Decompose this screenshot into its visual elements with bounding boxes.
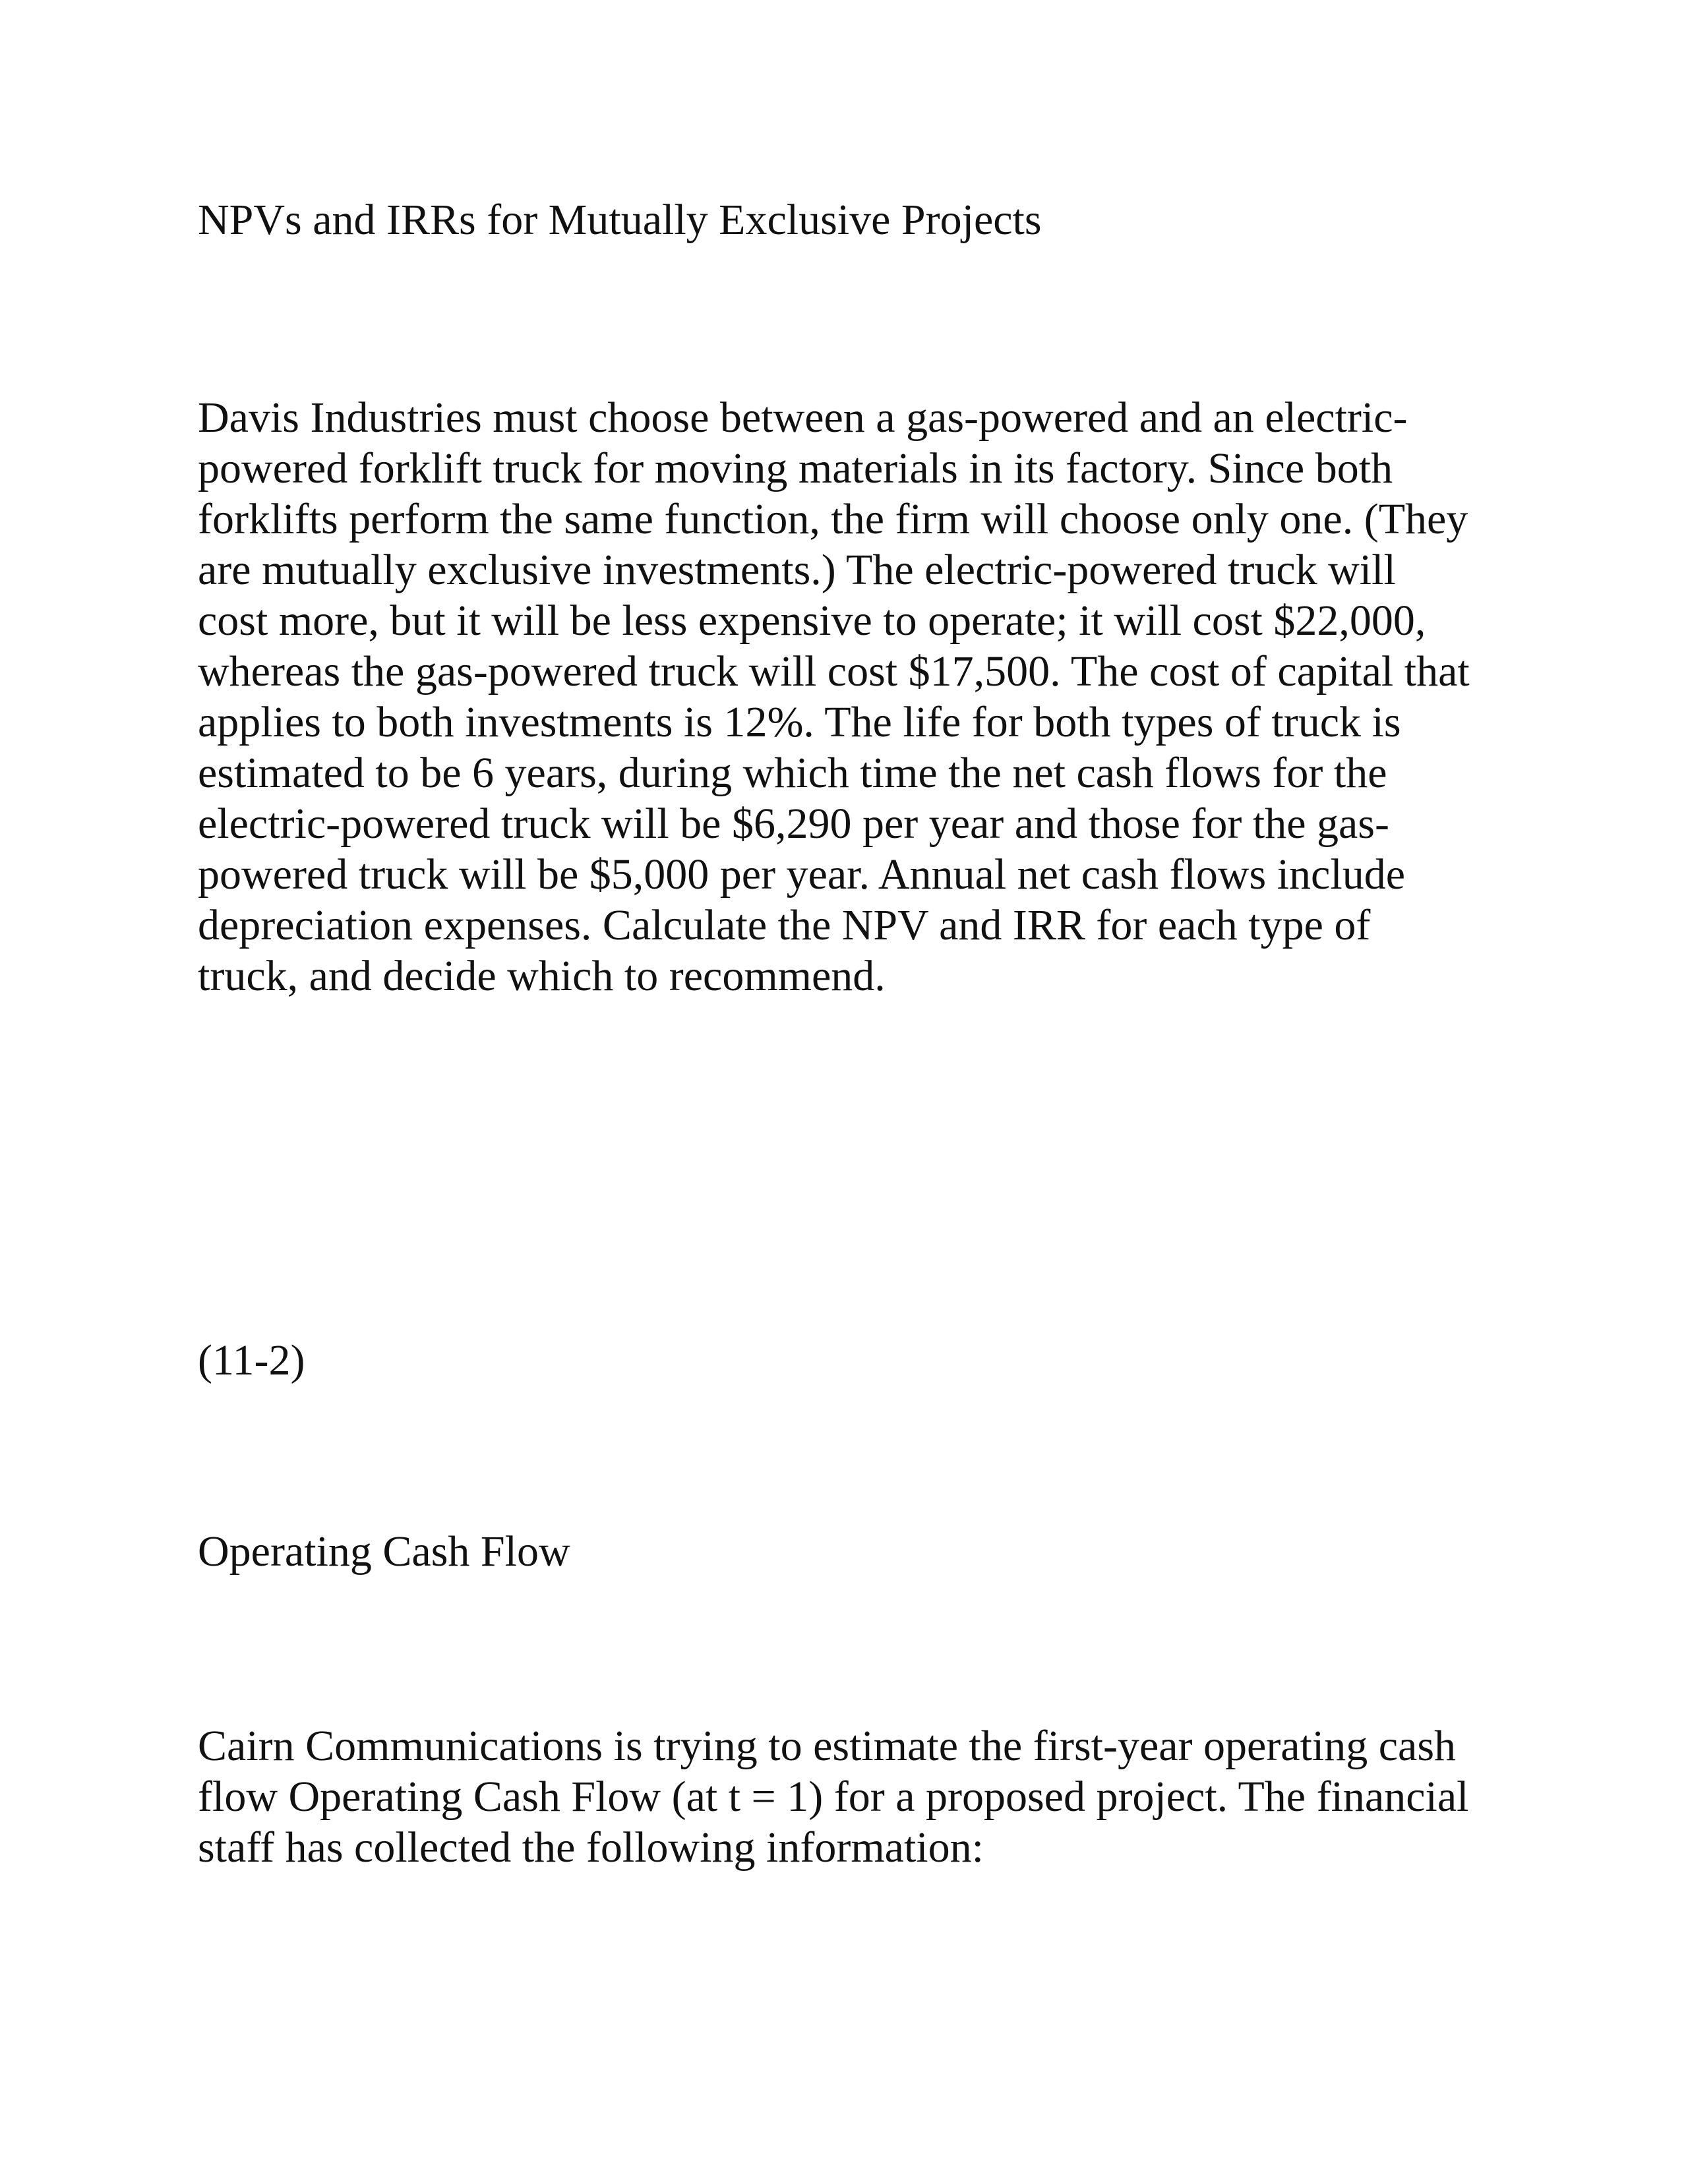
text-line: depreciation expenses. Calculate the NPV and IRR for each type of <box>198 901 1371 949</box>
text-line: applies to both investments is 12%. The life for both types of truck is <box>198 698 1401 746</box>
section-heading-operating-cash-flow: Operating Cash Flow <box>198 1527 570 1576</box>
text-line: truck, and decide which to recommend. <box>198 952 886 1000</box>
problem-number: (11-2) <box>198 1336 305 1384</box>
text-line: are mutually exclusive investments.) The electric-powered truck will <box>198 546 1396 594</box>
text-line: powered truck will be $5,000 per year. Annual net cash flows include <box>198 850 1405 899</box>
text-line: cost more, but it will be less expensive to operate; it will cost $22,000, <box>198 597 1426 645</box>
text-line: whereas the gas-powered truck will cost $17,500. The cost of capital that <box>198 647 1470 695</box>
text-line: electric-powered truck will be $6,290 per year and those for the gas- <box>198 800 1389 848</box>
text-line: powered forklift truck for moving materials in its factory. Since both <box>198 444 1393 492</box>
text-line: estimated to be 6 years, during which time the net cash flows for the <box>198 749 1387 797</box>
text-line: Davis Industries must choose between a gas-powered and an electric- <box>198 394 1408 442</box>
text-line: Cairn Communications is trying to estimate the first-year operating cash <box>198 1722 1457 1770</box>
text-line: staff has collected the following information: <box>198 1823 984 1872</box>
text-line: flow Operating Cash Flow (at t = 1) for a proposed project. The financial <box>198 1773 1469 1821</box>
problem-text-davis-industries <box>198 392 1523 1001</box>
problem-text-cairn-communications <box>198 1721 1523 1873</box>
text-line: forklifts perform the same function, the firm will choose only one. (They <box>198 495 1468 543</box>
section-heading-npv-irr: NPVs and IRRs for Mutually Exclusive Projects <box>198 196 1042 244</box>
